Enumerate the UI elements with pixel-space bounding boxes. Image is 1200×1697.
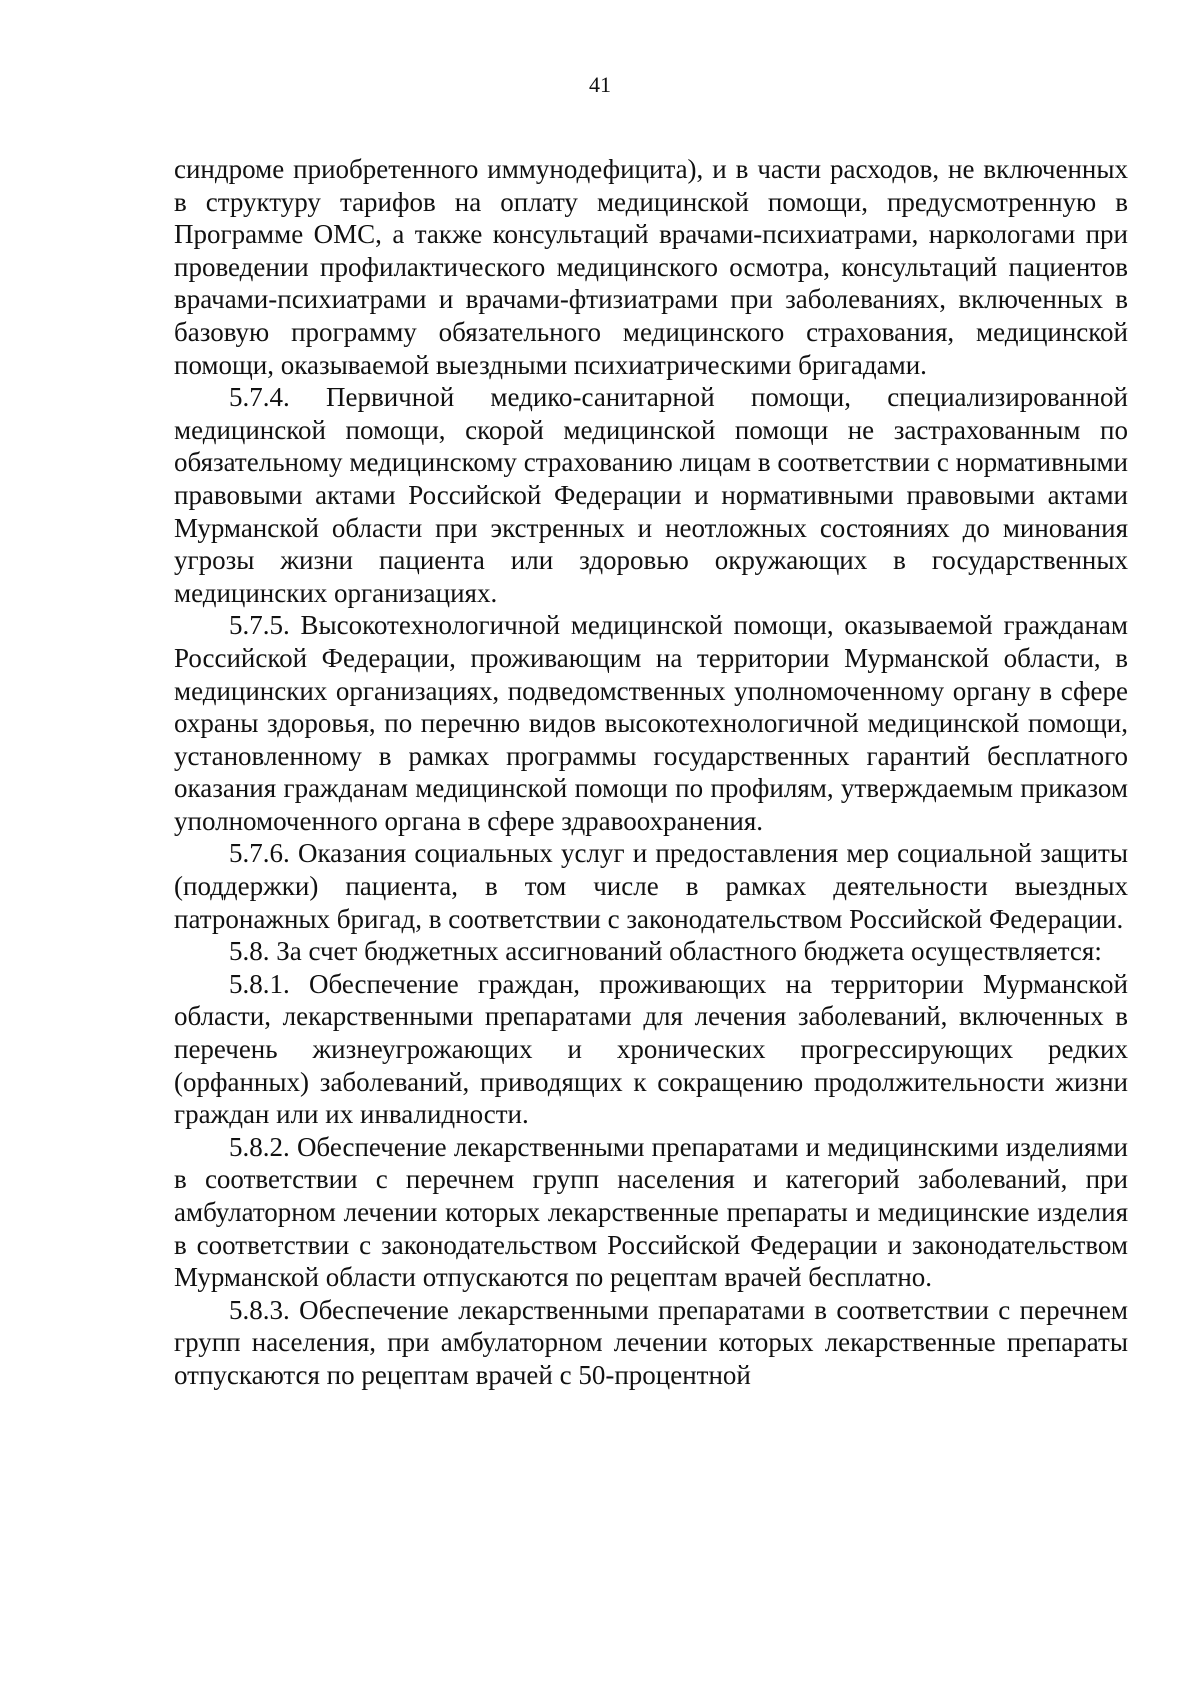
paragraph-5-7-6: 5.7.6. Оказания социальных услуг и предоставления мер социальной защиты (поддержки) пациента, в том числе в рамках деятельности выездных патронажных бригад, в соответствии с законодательством Российской Федерации. — [174, 838, 1128, 934]
paragraph-5-8: 5.8. За счет бюджетных ассигнований областного бюджета осуществляется: — [229, 936, 1102, 967]
paragraph-5-7-5: 5.7.5. Высокотехнологичной медицинской помощи, оказываемой гражданам Российской Федерации, проживающим на территории Мурманской области, в медицинских организациях, подведомственных уполномоченному органу в сфере охраны здоровья, по перечню видов высокотехнологичной медицинской помощи, установленному в рамках программы государственных гарантий бесплатного оказания гражданам медицинской помощи по профилям, утверждаемым приказом уполномоченного органа в сфере здравоохранения. — [174, 610, 1128, 836]
paragraph-5-7-4: 5.7.4. Первичной медико-санитарной помощи, специализированной медицинской помощи, скорой медицинской помощи не застрахованным по обязательному медицинскому страхованию лицам в соответствии с нормативными правовыми актами Российской Федерации и нормативными правовыми актами Мурманской области при экстренных и неотложных состояниях до минования угрозы жизни пациента или здоровью окружающих в государственных медицинских организациях. — [174, 382, 1128, 608]
paragraph-5-8-1: 5.8.1. Обеспечение граждан, проживающих на территории Мурманской области, лекарственными препаратами для лечения заболеваний, включенных в перечень жизнеугрожающих и хронических прогрессирующих редких (орфанных) заболеваний, приводящих к сокращению продолжительности жизни граждан или их инвалидности. — [174, 968, 1128, 1130]
paragraph-5-8-3: 5.8.3. Обеспечение лекарственными препаратами в соответствии с перечнем групп населения, при амбулаторном лечении которых лекарственные препараты отпускаются по рецептам врачей с 50-процентной — [174, 1294, 1128, 1390]
paragraph-5-8-2: 5.8.2. Обеспечение лекарственными препаратами и медицинскими изделиями в соответствии с перечнем групп населения и категорий заболеваний, при амбулаторном лечении которых лекарственные препараты и медицинские изделия в соответствии с законодательством Российской Федерации и законодательством Мурманской области отпускаются по рецептам врачей бесплатно. — [174, 1131, 1128, 1293]
page-number: 41 — [589, 72, 611, 97]
document-body — [174, 153, 1128, 1392]
paragraph-continuation: синдроме приобретенного иммунодефицита), и в части расходов, не включенных в структуру тарифов на оплату медицинской помощи, предусмотренную в Программе ОМС, а также консультаций врачами-психиатрами, наркологами при проведении профилактического медицинского осмотра, консультаций пациентов врачами-психиатрами и врачами-фтизиатрами при заболеваниях, включенных в базовую программу обязательного медицинского страхования, медицинской помощи, оказываемой выездными психиатрическими бригадами. — [174, 154, 1128, 380]
